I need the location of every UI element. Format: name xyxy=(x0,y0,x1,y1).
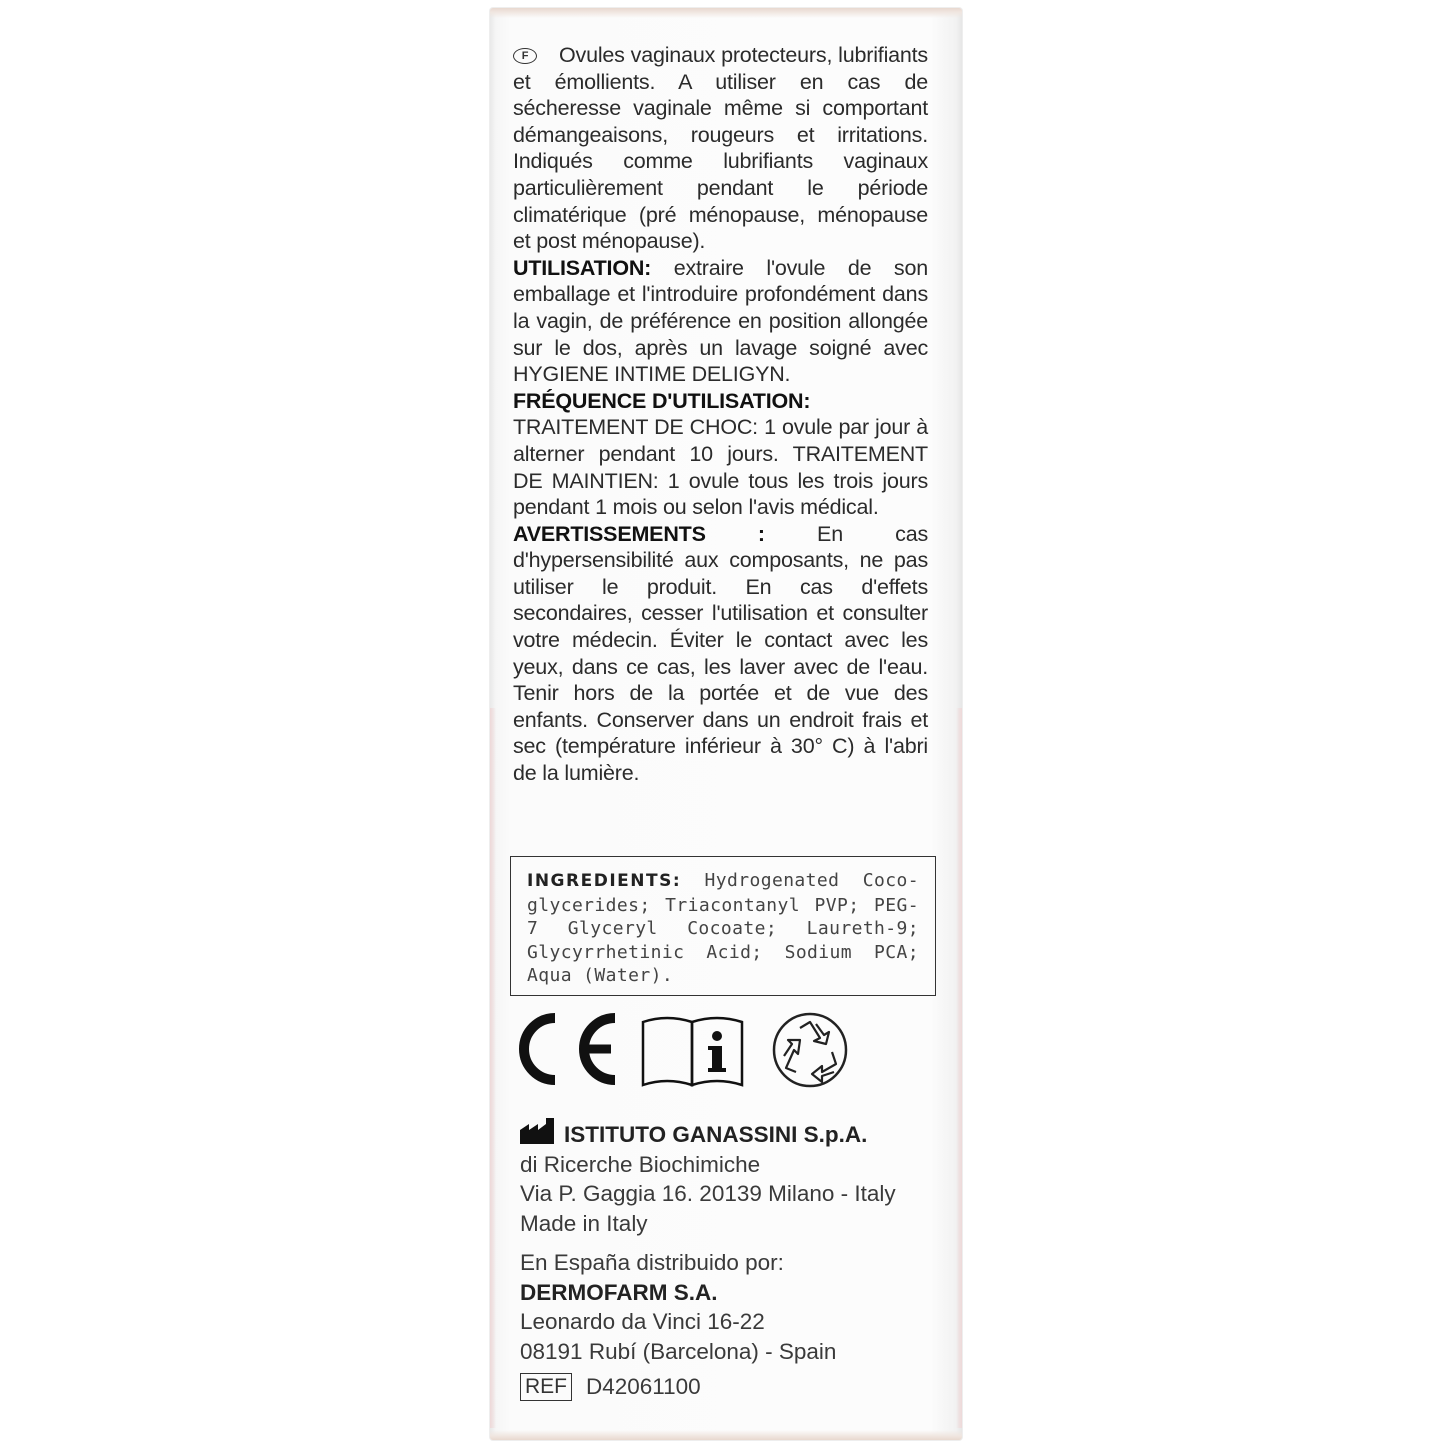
distributor-name: DERMOFARM S.A. xyxy=(520,1279,718,1305)
frequency-heading: FRÉQUENCE D'UTILISATION: xyxy=(513,388,811,413)
factory-icon xyxy=(520,1118,556,1144)
description-paragraph xyxy=(513,42,928,255)
warnings-text: En cas d'hypersensibilité aux composants, ne pas utiliser le produit. En cas d'effets secondaires, cesser l'utilisation et consulter votre médecin. Éviter le contact avec les yeux, dans ce cas, les laver avec de l'eau. Tenir hors de la portée et de vue des enfants. Conserver dans un endroit frais et sec (température inférieur à 30° C) à l'abri de la lumière. xyxy=(513,521,928,786)
manufacturer-info xyxy=(520,1118,950,1402)
language-mark-icon: F xyxy=(513,48,537,64)
label-text xyxy=(513,42,928,787)
ref-row xyxy=(520,1372,950,1402)
ref-label: REF xyxy=(520,1373,572,1401)
warnings-paragraph xyxy=(513,521,928,787)
ref-code: D42061100 xyxy=(586,1374,701,1399)
box-pink-edge-left xyxy=(490,708,496,1428)
description-text: Ovules vaginaux protecteurs, lubrifiants et émollients. A utiliser en cas de sécheresse vaginale même si comportant démangeaisons, rougeurs et irritations. Indiqués comme lubrifiants vaginaux particulièrement pendant le période climatérique (pré ménopause, ménopause et post ménopause). xyxy=(513,43,928,254)
manufacturer-address: Via P. Gaggia 16. 20139 Milano - Italy xyxy=(520,1181,896,1206)
usage-paragraph xyxy=(513,255,928,388)
manufacturer-name: ISTITUTO GANASSINI S.p.A. xyxy=(564,1122,868,1147)
instructions-book-icon xyxy=(640,1012,746,1088)
distributor-city: 08191 Rubí (Barcelona) - Spain xyxy=(520,1338,837,1364)
usage-heading: UTILISATION: xyxy=(513,255,652,280)
box-bottom-edge xyxy=(490,1430,962,1440)
ingredients-heading: INGREDIENTS: xyxy=(527,871,682,891)
distributor-intro: En España distribuido por: xyxy=(520,1250,784,1275)
frequency-paragraph xyxy=(513,388,928,521)
manufacturer-name-row xyxy=(520,1118,950,1150)
distributor-street: Leonardo da Vinci 16-22 xyxy=(520,1309,765,1334)
manufacturer-line2: di Ricerche Biochimiche xyxy=(520,1151,761,1177)
box-top-edge xyxy=(490,8,962,18)
recycle-icon xyxy=(770,1010,850,1090)
ingredients-text: Hydrogenated Coco-glycerides; Triacontanyl PVP; PEG-7 Glyceryl Cocoate; Laureth-9; Glycyrrhetinic Acid; Sodium PCA; Aqua (Water). xyxy=(527,870,919,986)
frequency-text: TRAITEMENT DE CHOC: 1 ovule par jour à alterner pendant 10 jours. TRAITEMENT DE MAINTIEN: 1 ovule tous les trois jours pendant 1 mois ou selon l'avis médical. xyxy=(513,415,928,520)
usage-text: extraire l'ovule de son emballage et l'introduire profondément dans la vagin, de préférence en position allongée sur le dos, après un lavage soigné avec HYGIENE INTIME DELIGYN. xyxy=(513,255,928,387)
warnings-heading: AVERTISSEMENTS : xyxy=(513,521,765,546)
spacer xyxy=(520,1238,950,1248)
manufacturer-origin: Made in Italy xyxy=(520,1210,648,1236)
ingredients-box xyxy=(510,856,936,996)
regulatory-symbols xyxy=(515,1010,935,1090)
box-pink-edge-right xyxy=(956,708,962,1428)
ce-mark-icon xyxy=(515,1010,619,1088)
